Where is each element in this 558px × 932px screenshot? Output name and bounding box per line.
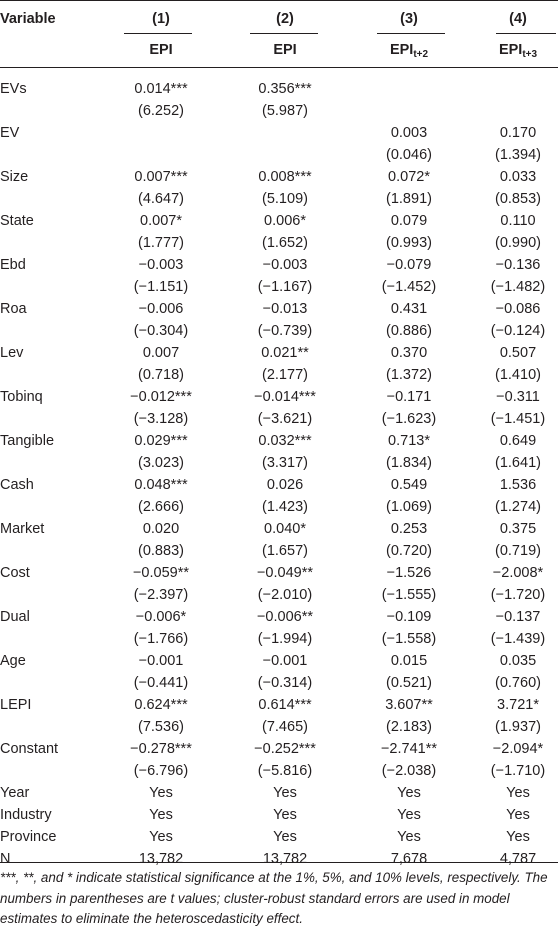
t-value-cell: (−1.452) — [381, 279, 437, 295]
t-value-cell: (1.652) — [262, 235, 308, 251]
column-rule-1 — [124, 33, 192, 34]
footer-row-value: 13,782 — [138, 851, 184, 867]
t-value-cell: (4.647) — [138, 191, 184, 207]
coefficient-cell: 0.110 — [500, 213, 536, 229]
t-value-cell: (6.252) — [138, 103, 184, 119]
variable-name: Cost — [0, 565, 30, 581]
variable-name: State — [0, 213, 34, 229]
coefficient-cell: 0.006* — [264, 213, 306, 229]
coefficient-cell: 0.007 — [142, 345, 180, 361]
t-value-cell: (−6.796) — [133, 763, 189, 779]
coefficient-cell: 0.431 — [390, 301, 428, 317]
coefficient-cell: −2.008* — [492, 565, 544, 581]
footer-row-value: Yes — [397, 785, 421, 801]
coefficient-cell: 0.040* — [264, 521, 306, 537]
coefficient-cell: 0.003 — [390, 125, 428, 141]
coefficient-cell: −0.136 — [495, 257, 541, 273]
t-value-cell: (−0.304) — [133, 323, 189, 339]
table-note: ***, **, and * indicate statistical significance at the 1%, 5%, and 10% levels, respectively. The numbers in parentheses are t values; cluster-robust standard errors are used in model estimates to eliminate the heteroscedasticity effect. — [0, 870, 548, 926]
t-value-cell: (−1.439) — [490, 631, 546, 647]
t-value-cell: (7.536) — [138, 719, 184, 735]
coefficient-cell: 0.020 — [142, 521, 180, 537]
t-value-cell: (1.641) — [495, 455, 541, 471]
footer-row-value: Yes — [506, 829, 530, 845]
variable-name: Dual — [0, 609, 30, 625]
t-value-cell: (2.666) — [138, 499, 184, 515]
footer-row-value: Yes — [397, 829, 421, 845]
t-value-cell: (−0.124) — [490, 323, 546, 339]
variable-name: Tobinq — [0, 389, 43, 405]
t-value-cell: (3.023) — [138, 455, 184, 471]
t-value-cell: (1.891) — [386, 191, 432, 207]
t-value-cell: (0.993) — [386, 235, 432, 251]
column-dep-3: $EPI_{t+2}$ — [389, 42, 429, 60]
coefficient-cell: −0.003 — [138, 257, 184, 273]
coefficient-cell: 0.072* — [388, 169, 430, 185]
coefficient-cell: 0.014*** — [134, 81, 188, 97]
coefficient-cell: −0.278*** — [130, 741, 192, 757]
variable-name: Ebd — [0, 257, 26, 273]
t-value-cell: (2.183) — [386, 719, 432, 735]
header-bottom-rule — [0, 67, 558, 68]
variable-name: EVs — [0, 81, 27, 97]
footer-row-value: Yes — [149, 829, 173, 845]
variable-name: Roa — [0, 301, 27, 317]
footer-row-value: 13,782 — [262, 851, 308, 867]
t-value-cell: (0.853) — [495, 191, 541, 207]
coefficient-cell: −0.079 — [386, 257, 432, 273]
column-dep-2: EPI — [273, 42, 297, 58]
footer-row-value: Yes — [506, 785, 530, 801]
coefficient-cell: −0.001 — [262, 653, 308, 669]
coefficient-cell: 0.356*** — [258, 81, 312, 97]
variable-header: Variable — [0, 11, 56, 27]
column-dep-4: $EPI_{t+3}$ — [498, 42, 538, 60]
coefficient-cell: −0.012*** — [130, 389, 192, 405]
coefficient-cell: −0.252*** — [254, 741, 316, 757]
variable-name: LEPI — [0, 697, 32, 713]
t-value-cell: (1.069) — [386, 499, 432, 515]
coefficient-cell: −0.006 — [138, 301, 184, 317]
t-value-cell: (−1.558) — [381, 631, 437, 647]
t-value-cell: (1.410) — [495, 367, 541, 383]
footer-row-value: Yes — [397, 807, 421, 823]
footer-row-value: 4,787 — [499, 851, 537, 867]
coefficient-cell: 0.048*** — [134, 477, 188, 493]
column-number-2: (2) — [276, 11, 294, 27]
t-value-cell: (3.317) — [262, 455, 308, 471]
t-value-cell: (−3.128) — [133, 411, 189, 427]
coefficient-cell: 0.033 — [499, 169, 537, 185]
coefficient-cell: 0.375 — [499, 521, 537, 537]
t-value-cell: (−2.397) — [133, 587, 189, 603]
coefficient-cell: 1.536 — [499, 477, 537, 493]
coefficient-cell: 0.549 — [390, 477, 428, 493]
coefficient-cell: −2.094* — [492, 741, 544, 757]
t-value-cell: (0.886) — [386, 323, 432, 339]
variable-name: Lev — [0, 345, 24, 361]
t-value-cell: (1.394) — [495, 147, 541, 163]
variable-name: Market — [0, 521, 45, 537]
footer-row-value: Yes — [149, 807, 173, 823]
t-value-cell: (0.718) — [138, 367, 184, 383]
coefficient-cell: −1.526 — [386, 565, 432, 581]
table-bottom-rule — [0, 862, 558, 863]
column-number-3: (3) — [400, 11, 418, 27]
column-dep-1: EPI — [149, 42, 173, 58]
t-value-cell: (0.046) — [386, 147, 432, 163]
t-value-cell: (5.987) — [262, 103, 308, 119]
t-value-cell: (−1.720) — [490, 587, 546, 603]
coefficient-cell: −0.109 — [386, 609, 432, 625]
t-value-cell: (−1.710) — [490, 763, 546, 779]
coefficient-cell: 0.007* — [140, 213, 182, 229]
footer-row-label: Year — [0, 785, 30, 801]
footer-row-label: Industry — [0, 807, 52, 823]
t-value-cell: (−1.623) — [381, 411, 437, 427]
table-top-rule — [0, 0, 558, 1]
t-value-cell: (1.274) — [495, 499, 541, 515]
coefficient-cell: −0.059** — [132, 565, 190, 581]
t-value-cell: (−1.167) — [257, 279, 313, 295]
coefficient-cell: −2.741** — [380, 741, 438, 757]
coefficient-cell: 0.015 — [390, 653, 428, 669]
footer-row-value: Yes — [273, 829, 297, 845]
t-value-cell: (−5.816) — [257, 763, 313, 779]
coefficient-cell: 0.021** — [261, 345, 309, 361]
t-value-cell: (1.372) — [386, 367, 432, 383]
t-value-cell: (1.657) — [262, 543, 308, 559]
column-rule-2 — [250, 33, 318, 34]
column-number-4: (4) — [509, 11, 527, 27]
coefficient-cell: 0.507 — [499, 345, 537, 361]
t-value-cell: (−2.010) — [257, 587, 313, 603]
t-value-cell: (−3.621) — [257, 411, 313, 427]
subscript-t2: t+2 — [413, 49, 429, 60]
t-value-cell: (−1.555) — [381, 587, 437, 603]
coefficient-cell: −0.171 — [386, 389, 432, 405]
t-value-cell: (−0.314) — [257, 675, 313, 691]
variable-name: EV — [0, 125, 20, 141]
coefficient-cell: 0.035 — [499, 653, 537, 669]
column-rule-4 — [496, 33, 556, 34]
t-value-cell: (2.177) — [262, 367, 308, 383]
t-value-cell: (−2.038) — [381, 763, 437, 779]
variable-name: Age — [0, 653, 26, 669]
t-value-cell: (0.760) — [495, 675, 541, 691]
t-value-cell: (1.777) — [138, 235, 184, 251]
t-value-cell: (0.990) — [495, 235, 541, 251]
coefficient-cell: −0.086 — [495, 301, 541, 317]
coefficient-cell: 0.614*** — [258, 697, 312, 713]
coefficient-cell: 0.713* — [388, 433, 430, 449]
coefficient-cell: 0.649 — [499, 433, 537, 449]
coefficient-cell: −0.006* — [135, 609, 187, 625]
t-value-cell: (−1.482) — [490, 279, 546, 295]
coefficient-cell: −0.003 — [262, 257, 308, 273]
t-value-cell: (−1.766) — [133, 631, 189, 647]
coefficient-cell: 0.624*** — [134, 697, 188, 713]
t-value-cell: (1.937) — [495, 719, 541, 735]
coefficient-cell: −0.311 — [496, 389, 540, 405]
footer-row-value: Yes — [273, 785, 297, 801]
variable-name: Size — [0, 169, 29, 185]
t-value-cell: (1.834) — [386, 455, 432, 471]
t-value-cell: (−1.451) — [490, 411, 546, 427]
coefficient-cell: 0.170 — [499, 125, 537, 141]
column-rule-3 — [377, 33, 445, 34]
footer-row-value: Yes — [273, 807, 297, 823]
t-value-cell: (0.883) — [138, 543, 184, 559]
footer-row-label: Province — [0, 829, 57, 845]
t-value-cell: (0.521) — [386, 675, 432, 691]
t-value-cell: (−0.441) — [133, 675, 189, 691]
t-value-cell: (−1.151) — [133, 279, 189, 295]
variable-name: Cash — [0, 477, 34, 493]
t-value-cell: (5.109) — [262, 191, 308, 207]
coefficient-cell: 0.032*** — [258, 433, 312, 449]
coefficient-cell: −0.137 — [495, 609, 541, 625]
coefficient-cell: 0.008*** — [258, 169, 312, 185]
coefficient-cell: 0.007*** — [134, 169, 188, 185]
coefficient-cell: −0.001 — [138, 653, 184, 669]
footer-row-value: Yes — [506, 807, 530, 823]
footer-row-value: 7,678 — [390, 851, 428, 867]
subscript-t3: t+3 — [522, 49, 538, 60]
t-value-cell: (0.720) — [386, 543, 432, 559]
coefficient-cell: 0.370 — [390, 345, 428, 361]
t-value-cell: (−0.739) — [257, 323, 313, 339]
coefficient-cell: 3.607** — [385, 697, 433, 713]
variable-name: Constant — [0, 741, 59, 757]
coefficient-cell: 0.253 — [390, 521, 428, 537]
coefficient-cell: 0.029*** — [134, 433, 188, 449]
coefficient-cell: −0.006** — [256, 609, 314, 625]
coefficient-cell: 0.079 — [390, 213, 428, 229]
coefficient-cell: −0.013 — [262, 301, 308, 317]
footer-row-value: Yes — [149, 785, 173, 801]
t-value-cell: (1.423) — [262, 499, 308, 515]
variable-name: Tangible — [0, 433, 55, 449]
t-value-cell: (0.719) — [495, 543, 541, 559]
footer-row-label: N — [0, 851, 11, 867]
t-value-cell: (7.465) — [262, 719, 308, 735]
coefficient-cell: −0.049** — [256, 565, 314, 581]
column-number-1: (1) — [152, 11, 170, 27]
coefficient-cell: −0.014*** — [254, 389, 316, 405]
coefficient-cell: 0.026 — [266, 477, 304, 493]
coefficient-cell: 3.721* — [497, 697, 539, 713]
t-value-cell: (−1.994) — [257, 631, 313, 647]
